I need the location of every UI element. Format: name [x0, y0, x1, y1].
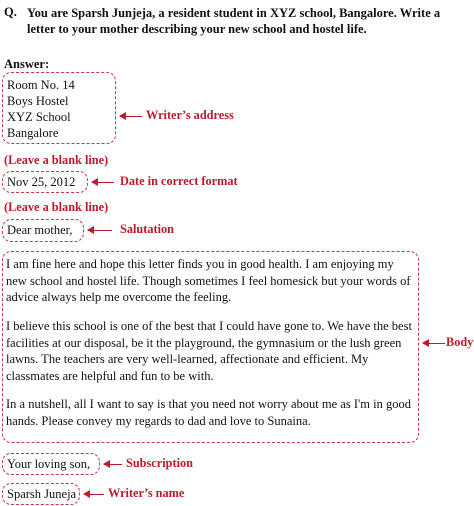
address-arrow — [120, 116, 142, 117]
date-text: Nov 25, 2012 — [7, 175, 76, 189]
address-line: XYZ School — [7, 110, 71, 124]
subscription-annotation: Subscription — [126, 456, 193, 470]
salutation-text: Dear mother, — [7, 223, 73, 237]
address-line: Bangalore — [7, 126, 59, 140]
address-line: Boys Hostel — [7, 94, 69, 108]
body-paragraph: I am fine here and hope this letter finds you in good health. I am enjoying my new school and hostel life. Though sometimes I feel homesick but your words of advice always help me overcome the feeling. — [6, 257, 411, 304]
answer-label: Answer: — [4, 57, 50, 71]
body-arrow — [423, 343, 445, 344]
blank-line-note: (Leave a blank line) — [4, 200, 109, 214]
question-label: Q. — [4, 5, 17, 19]
writer-name-arrow — [84, 494, 104, 495]
salutation-annotation: Salutation — [120, 222, 174, 236]
question-text: You are Sparsh Junjeja, a resident student in XYZ school, Bangalore. Write a letter to your mother describing your new school and hostel life. — [27, 6, 441, 36]
address-annotation: Writer’s address — [146, 108, 234, 122]
body-annotation: Body — [446, 335, 474, 349]
date-arrow — [92, 182, 114, 183]
writer-name-text: Sparsh Juneja — [7, 487, 77, 501]
body-paragraph: I believe this school is one of the best that I could have gone to. We have the best facilities at our disposal, be it the playground, the gymnasium or the lush green lawns. The teachers are very well-learned, affectionate and efficient. My classmates are helpful and fun to be with. — [6, 319, 412, 383]
address-line: Room No. 14 — [7, 78, 75, 92]
writer-name-annotation: Writer’s name — [108, 486, 185, 500]
subscription-text: Your loving son, — [7, 457, 91, 471]
subscription-arrow — [104, 464, 122, 465]
body-paragraph: In a nutshell, all I want to say is that you need not worry about me as I'm in good hands. Please convey my regards to dad and love to Sunaina. — [6, 397, 411, 428]
salutation-arrow — [88, 230, 112, 231]
blank-line-note: (Leave a blank line) — [4, 153, 109, 167]
date-annotation: Date in correct format — [120, 174, 238, 188]
